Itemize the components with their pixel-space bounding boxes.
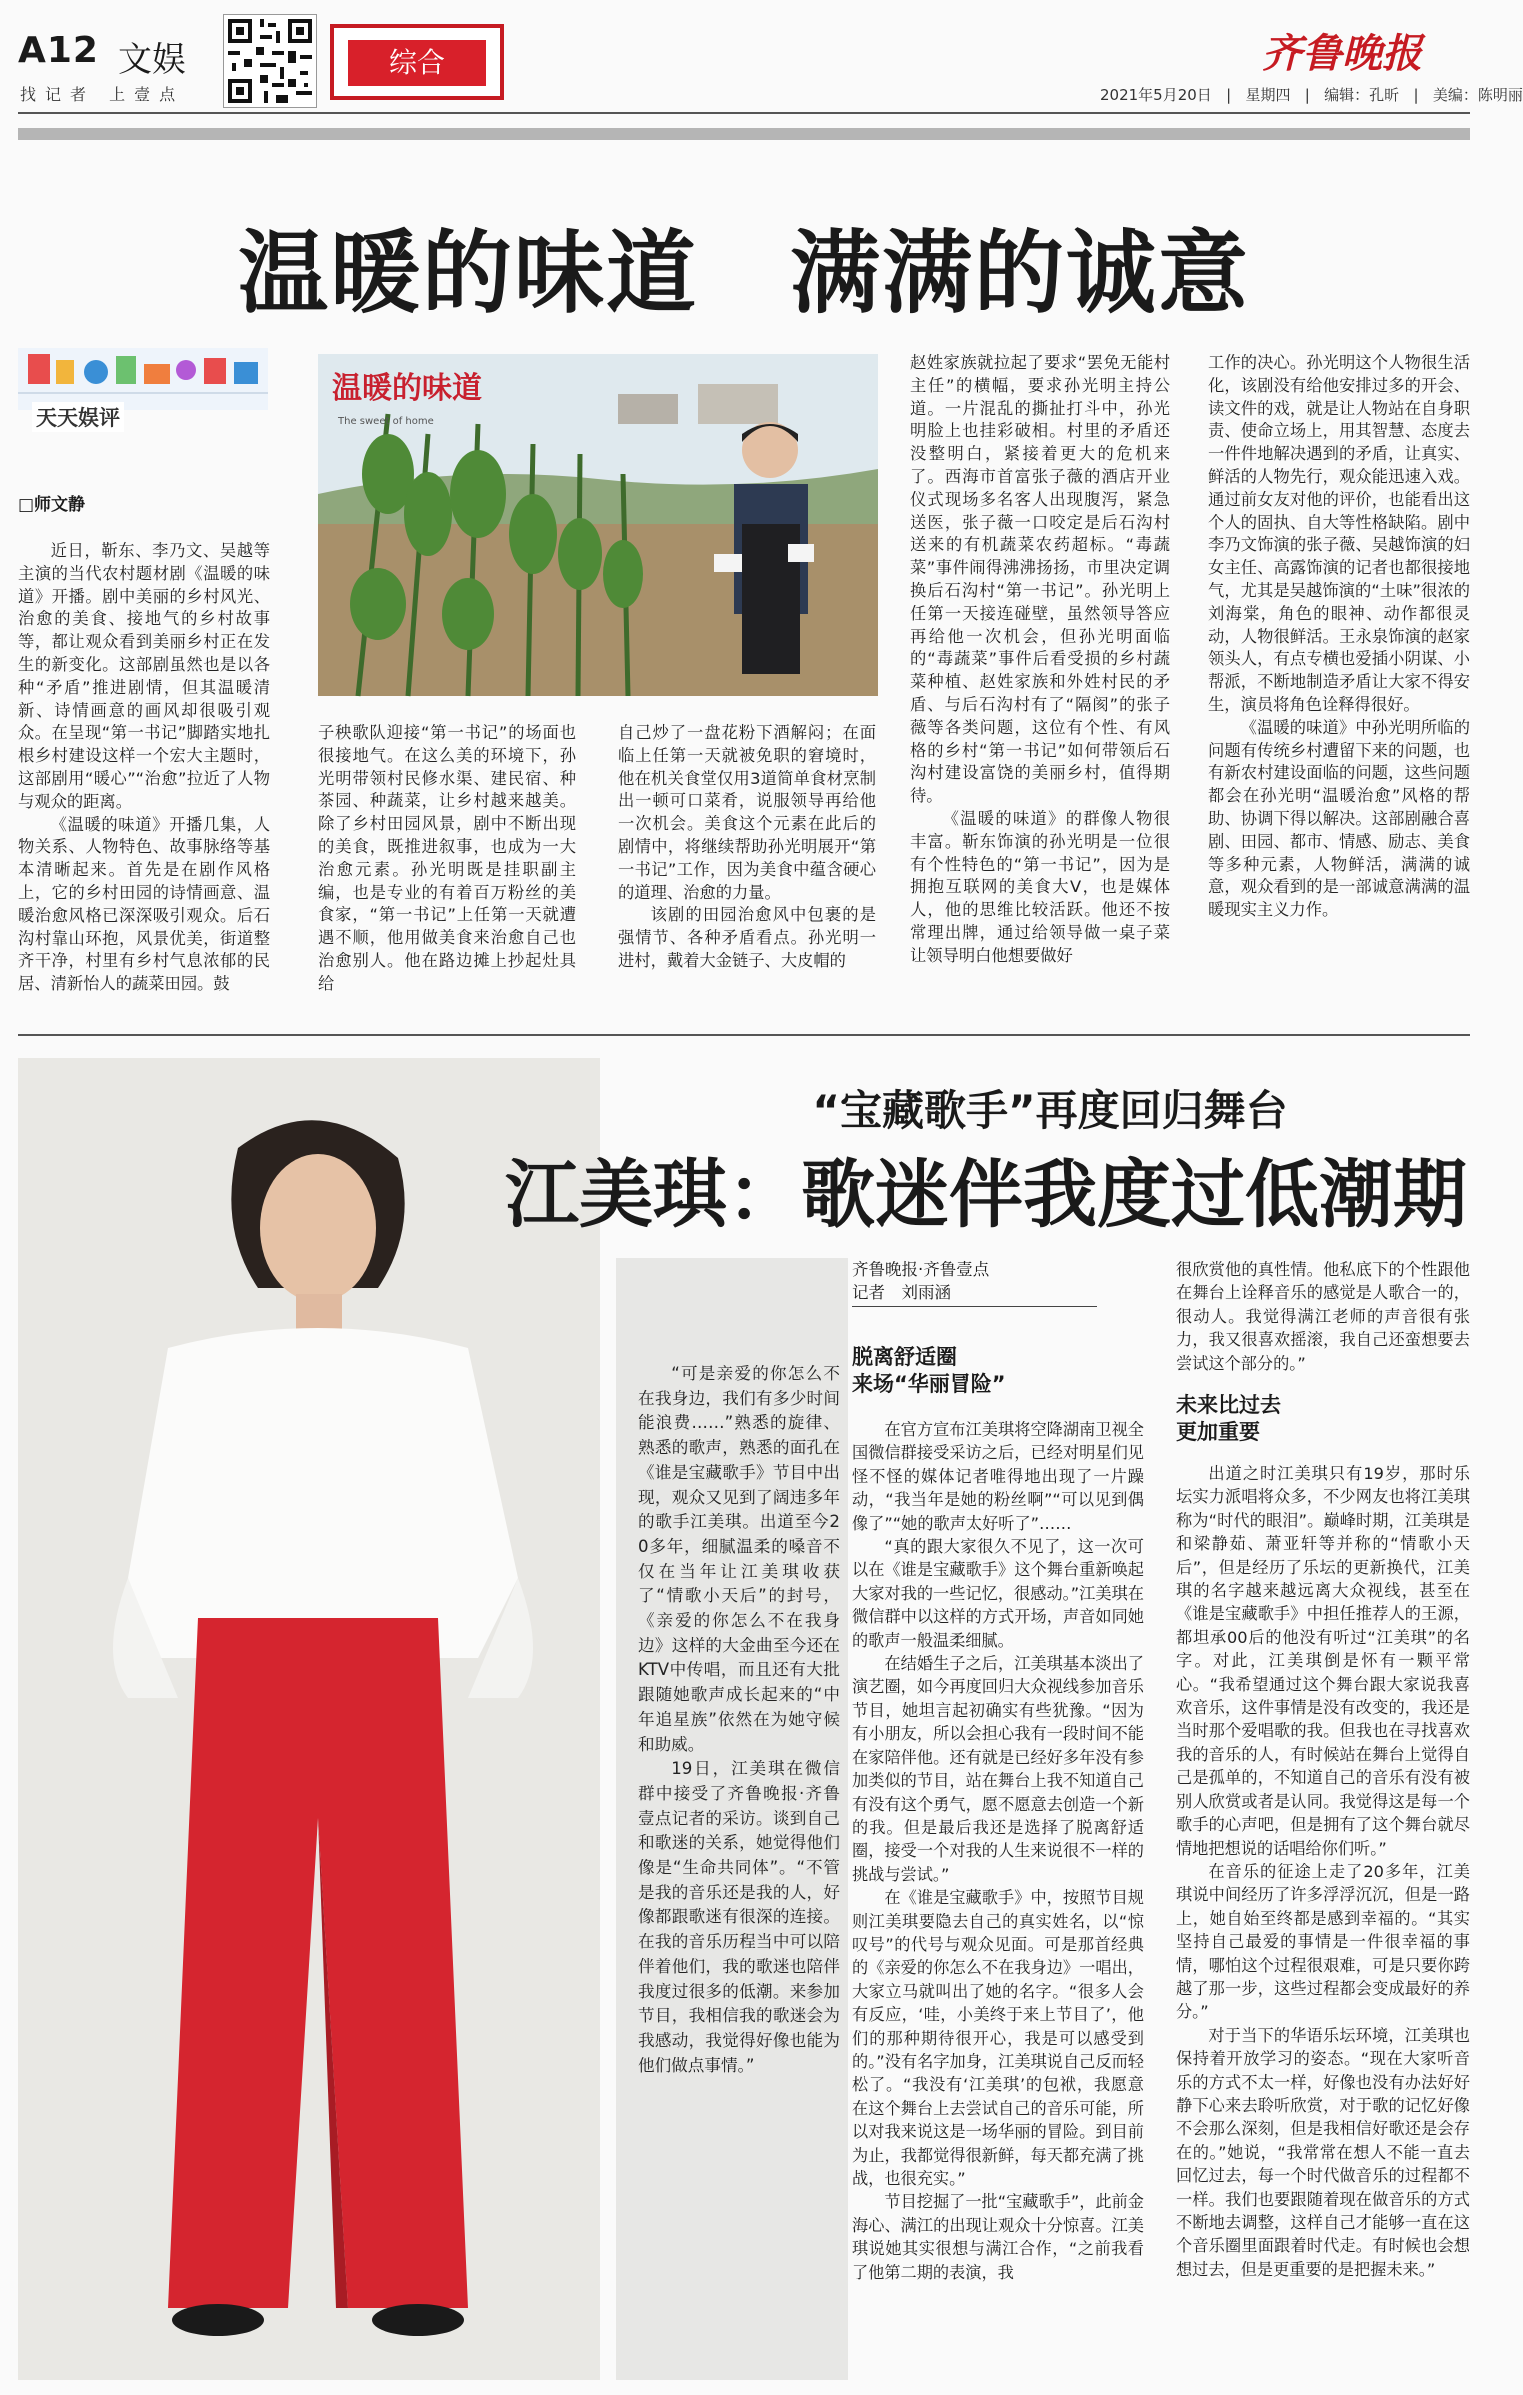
article1-col1 bbox=[18, 540, 270, 996]
article1-col3 bbox=[618, 722, 876, 973]
article1-col2 bbox=[318, 722, 576, 996]
section-tag bbox=[330, 24, 504, 100]
header-rule bbox=[18, 112, 1470, 114]
article2-lead bbox=[638, 1362, 840, 2078]
issue-date: 2021年5月20日 bbox=[1100, 86, 1212, 104]
source-line: 齐鲁晚报·齐鲁壹点 bbox=[852, 1260, 990, 1279]
issue-meta: 2021年5月20日 | 星期四 | 编辑：孔昕 | 美编：陈明丽 bbox=[1100, 86, 1523, 104]
reporter-line: 记者 刘雨涵 bbox=[852, 1283, 951, 1302]
newspaper-logo: 齐鲁晚报 bbox=[1262, 30, 1422, 77]
paragraph: 节目挖掘了一批“宝藏歌手”，此前金海心、满江的出现让观众十分惊喜。江美琪说她其实很想与满江合作，“之前我看了他第二期的表演，我 bbox=[852, 2192, 1144, 2282]
paragraph: 很欣赏他的真性情。他私底下的个性跟他在舞台上诠释音乐的感觉是人歌合一的，很动人。我觉得满江老师的声音很有张力，我又很喜欢摇滚，我自己还蛮想要去尝试这个部分的。” bbox=[1176, 1260, 1470, 1373]
paragraph: 对于当下的华语乐坛环境，江美琪也保持着开放学习的姿态。“现在大家听音乐的方式不太一样，好像也没有办法好好静下心来去聆听欣赏，对于歌的记忆好像不会那么深刻，但是我相信好歌还是会存在的。”她说，“我常常在想人不能一直去回忆过去，每一个时代做音乐的过程都不一样。我们也要跟随着现在做音乐的方式不断地去调整，这样自己才能够一直在这个音乐圈里面跟着时代走。有时候也会想想过去，但是更重要的是把握未来。” bbox=[1176, 2025, 1470, 2279]
article2-source bbox=[852, 1258, 989, 1304]
article2-colB bbox=[1176, 1462, 1470, 2281]
article1-byline: □师文静 bbox=[18, 495, 86, 515]
paragraph: 19日，江美琪在微信群中接受了齐鲁晚报·齐鲁壹点记者的采访。谈到自己和歌迷的关系，她觉得他们像是“生命共同体”。“不管是我的音乐还是我的人，好像都跟歌迷有很深的连接。在我的音乐历程当中可以陪伴着他们，我的歌迷也陪伴我度过很多的低潮。来参加节目，我相信我的歌迷会为我感动，我觉得好像也能为他们做点事情。” bbox=[638, 1759, 840, 2075]
paragraph: 近日，靳东、李乃文、吴越等主演的当代农村题材剧《温暖的味道》开播。剧中美丽的乡村风光、治愈的美食、接地气的乡村故事等，都让观众看到美丽乡村正在发生的新变化。这部剧虽然也是以各种“矛盾”推进剧情，但其温暖清新、诗情画意的画风却很吸引观众。在呈现“第一书记”脚踏实地扎根乡村建设这样一个宏大主题时，这部剧用“暖心”“治愈”拉近了人物与观众的距离。 bbox=[18, 541, 270, 811]
article2-headline: 江美琪：歌迷伴我度过低潮期 bbox=[505, 1152, 1467, 1238]
issue-weekday: 星期四 bbox=[1245, 86, 1291, 104]
paragraph: “可是亲爱的你怎么不在我身边，我们有多少时间能浪费……”熟悉的旋律、熟悉的歌声，熟悉的面孔在《谁是宝藏歌手》节目中出现，观众又见到了阔违多年的歌手江美琪。出道至今20多年，细腻温柔的嗓音不仅在当年让江美琪收获了“情歌小天后”的封号，《亲爱的你怎么不在我身边》这样的大金曲至今还在KTV中传唱，而且还有大批跟随她歌声成长起来的“中年追星族”依然在为她守候和助威。 bbox=[638, 1364, 840, 1754]
paragraph: 在结婚生子之后，江美琪基本淡出了演艺圈，如今再度回归大众视线参加音乐节目，她坦言起初确实有些犹豫。“因为有小朋友，所以会担心我有一段时间不能在家陪伴他。还有就是已经好多年没有参加类似的节目，站在舞台上我不知道自己有没有这个勇气，愿不愿意去创造一个新的我。但是最后我还是选择了脱离舒适圈，接受一个对我的人生来说很不一样的挑战与尝试。” bbox=[852, 1654, 1144, 1884]
paragraph: 子秧歌队迎接“第一书记”的场面也很接地气。在这么美的环境下，孙光明带领村民修水渠、建民宿、种茶园、种蔬菜，让乡村越来越美。除了乡村田园风景，剧中不断出现的美食，既推进叙事，也成为一大治愈元素。孙光明既是挂职副主编，也是专业的有着百万粉丝的美食家，“第一书记”上任第一天就遭遇不顺，他用做美食来治愈自己也治愈别人。他在路边摊上抄起灶具给 bbox=[318, 723, 576, 993]
header-band bbox=[18, 128, 1470, 140]
article2-colA bbox=[852, 1418, 1144, 2284]
article2-colB-intro bbox=[1176, 1258, 1470, 1375]
issue-editor: 编辑：孔昕 bbox=[1324, 86, 1400, 104]
subheading-1: 脱离舒适圈 来场“华丽冒险” bbox=[852, 1345, 1006, 1396]
paragraph: 在官方宣布江美琪将空降湖南卫视全国微信群接受采访之后，已经对明星们见怪不怪的媒体记者唯得地出现了一片躁动，“我当年是她的粉丝啊”“可以见到偶像了”“她的歌声太好听了”…… bbox=[852, 1420, 1144, 1533]
drama-still-graphic bbox=[318, 354, 878, 696]
page-number: A12 bbox=[18, 30, 99, 71]
paragraph: 在音乐的征途上走了20多年，江美琪说中间经历了许多浮浮沉沉，但是一路上，她自始至终都是感到幸福的。“其实坚持自己最爱的事情是一件很幸福的事情，哪怕这个过程很艰难，可是只要你跨越了那一步，这些过程都会变成最好的养分。” bbox=[1176, 1861, 1470, 2022]
paragraph: 自己炒了一盘花粉下酒解闷；在面临上任第一天就被免职的窘境时，他在机关食堂仅用3道简单食材烹制出一顿可口菜肴，说服领导再给他一次机会。美食这个元素在此后的剧情中，将继续帮助孙光明展开“第一书记”工作，因为美食中蕴含硬心的道理、治愈的力量。 bbox=[618, 723, 876, 902]
paragraph: 在《谁是宝藏歌手》中，按照节目规则江美琪要隐去自己的真实姓名，以“惊叹号”的代号与观众见面。可是那首经典的《亲爱的你怎么不在我身边》一唱出，大家立马就叫出了她的名字。“很多人会有反应，‘哇，小美终于来上节目了’，他们的那种期待很开心，我是可以感受到的。”没有名字加身，江美琪说自己反而轻松了。“我没有‘江美琪’的包袱，我愿意在这个舞台上去尝试自己的音乐可能，所以对我来说这是一场华丽的冒险。到目前为止，我都觉得很新鲜，每天都充满了挑战，也很充实。” bbox=[852, 1888, 1144, 2188]
paragraph: 赵姓家族就拉起了要求“罢免无能村主任”的横幅，要求孙光明主持公道。一片混乱的撕扯打斗中，孙光明脸上也挂彩破相。村里的矛盾还没整明白，紧接着更大的危机来了。西海市首富张子薇的酒店开业仪式现场多名客人出现腹泻，紧急送医，张子薇一口咬定是后石沟村送来的有机蔬菜农药超标。“毒蔬菜”事件闹得沸沸扬扬，市里决定调换后石沟村“第一书记”。孙光明上任第一天接连碰壁，虽然领导答应再给他一次机会，但孙光明面临的“毒蔬菜”事件后看受损的乡村蔬菜种植、赵姓家族和外姓村民的矛盾、与后石沟村有了“隔阂”的张子薇等各类问题，这位有个性、有风格的乡村“第一书记”如何带领后石沟村建设富饶的美丽乡村，值得期待。 bbox=[910, 353, 1170, 806]
column-badge-label: 天天娱评 bbox=[32, 402, 124, 432]
article1-col5 bbox=[1208, 352, 1470, 922]
paragraph: 《温暖的味道》开播几集，人物关系、人物特色、故事脉络等基本清晰起来。首先是在剧作风格上，它的乡村田园的诗情画意、温暖治愈风格已深深吸引观众。后石沟村靠山环抱，风景优美，街道整齐干净，村里有乡村气息浓郁的民居、清新怡人的蔬菜田园。鼓 bbox=[18, 814, 270, 994]
subheading-2: 未来比过去 更加重要 bbox=[1176, 1393, 1281, 1444]
singer-portrait-photo bbox=[18, 1058, 600, 2380]
article1-col4 bbox=[910, 352, 1170, 968]
paragraph: “真的跟大家很久不见了，这一次可以在《谁是宝藏歌手》这个舞台重新唤起大家对我的一些记忆，很感动。”江美琪在微信群中以这样的方式开场，声音如同她的歌声一般温柔细腻。 bbox=[852, 1537, 1144, 1650]
issue-designer: 美编：陈明丽 bbox=[1432, 86, 1523, 104]
paragraph: 工作的决心。孙光明这个人物很生活化，该剧没有给他安排过多的开会、读文件的戏，就是让人物站在自身职责、使命立场上，用其智慧、态度去一件件地解决遇到的矛盾，让真实、鲜活的人物先行，观众能迅速入戏。通过前女友对他的评价，也能看出这个人的固执、自大等性格缺陷。剧中李乃文饰演的张子薇、吴越饰演的妇女主任、高露饰演的记者也都很接地气，尤其是吴越饰演的“土味”很浓的刘海棠，角色的眼神、动作都很灵动，人物很鲜活。王永泉饰演的赵家领头人，有点专横也爱插小阴谋、小帮派，不断地制造矛盾让大家不得安生，演员将角色诠释得很好。 bbox=[1208, 353, 1470, 714]
header-slogan: 找记者 上壹点 bbox=[20, 85, 185, 104]
paragraph: 《温暖的味道》中孙光明所临的问题有传统乡村遭留下来的问题，也有新农村建设面临的问题，这些问题都会在孙光明“温暖治愈”风格的帮助、协调下得以解决。这部剧融合喜剧、田园、都市、情感、励志、美食等多种元素，人物鲜活，满满的诚意，观众看到的是一部诚意满满的温暖现实主义力作。 bbox=[1208, 717, 1470, 920]
article2-kicker: “宝藏歌手”再度回归舞台 bbox=[812, 1086, 1288, 1135]
section-tag-label: 综合 bbox=[348, 40, 486, 86]
qr-code-icon[interactable] bbox=[223, 14, 317, 108]
drama-still-photo bbox=[318, 354, 878, 696]
section-name: 文娱 bbox=[118, 40, 186, 80]
paragraph: 该剧的田园治愈风中包裹的是强情节、各种矛盾看点。孙光明一进村，戴着大金链子、大皮帽的 bbox=[618, 905, 876, 970]
section-divider bbox=[18, 1034, 1470, 1036]
article1-headline: 温暖的味道 满满的诚意 bbox=[238, 220, 1250, 326]
singer-portrait-graphic bbox=[18, 1058, 600, 2380]
paragraph: 出道之时江美琪只有19岁，那时乐坛实力派唱将众多，不少网友也将江美琪称为“时代的眼泪”。巅峰时期，江美琪是和梁静茹、萧亚轩等并称的“情歌小天后”，但是经历了乐坛的更新换代，江美琪的名字越来越远离大众视线，甚至在《谁是宝藏歌手》中担任推荐人的王源，都坦承00后的他没有听过“江美琪”的名字。对此，江美琪倒是怀有一颗平常心。“我希望通过这个舞台跟大家说我喜欢音乐，这件事情是没有改变的，我还是当时那个爱唱歌的我。但我也在寻找喜欢我的音乐的人，有时候站在舞台上觉得自己是孤单的，不知道自己的音乐有没有被别人欣赏或者是认同。我觉得这是每一个歌手的心声吧，但是拥有了这个舞台就尽情地把想说的话唱给你们听。” bbox=[1176, 1464, 1470, 1858]
photo-caption-sub: The sweet of home bbox=[338, 416, 434, 427]
paragraph: 《温暖的味道》的群像人物很丰富。靳东饰演的孙光明是一位很有个性特色的“第一书记”，因为是拥抱互联网的美食大V，也是媒体人，他的思维比较活跃。他还不按常理出牌，通过给领导做一桌子菜让领导明白他想要做好 bbox=[910, 808, 1170, 965]
photo-caption-title: 温暖的味道 bbox=[332, 371, 482, 406]
column-badge bbox=[18, 348, 268, 438]
source-rule bbox=[852, 1306, 1097, 1307]
